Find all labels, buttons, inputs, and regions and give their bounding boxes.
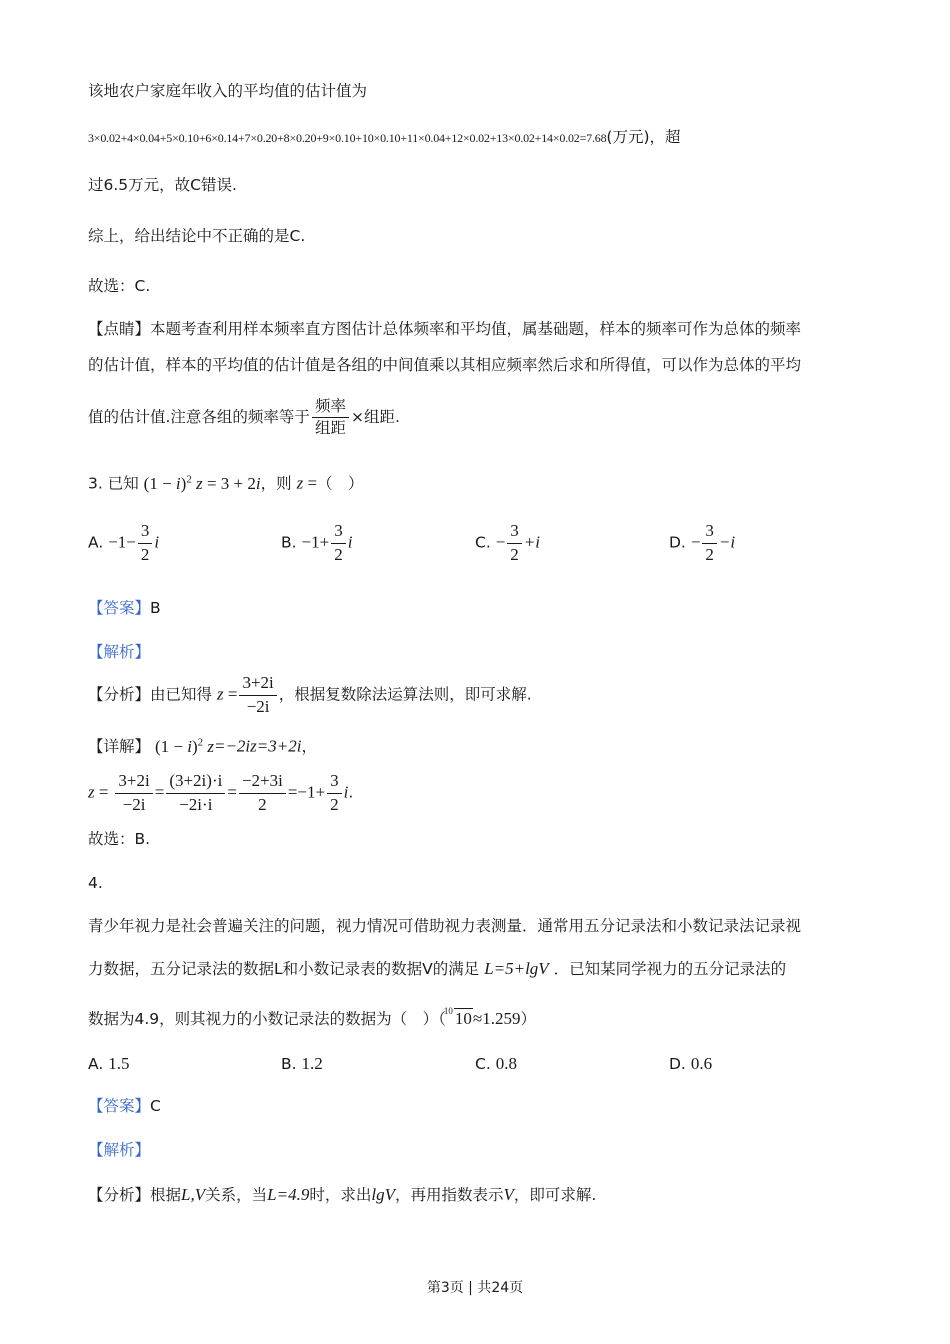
fraction: [507, 522, 522, 564]
denominator: −2i: [246, 696, 270, 716]
option-label: C.: [475, 1055, 491, 1073]
text: 由已知得: [150, 685, 213, 704]
text: 力数据，五分记录法的数据L和小数记录表的数据V的满足: [88, 960, 480, 978]
equation-tail: =−2iz=3+2i: [213, 736, 302, 756]
question-3-stem: [88, 473, 364, 494]
unit: (万元): [606, 128, 650, 146]
equation: $(1 - i)^2$ z = 3 + 2i: [143, 473, 261, 493]
option-d: [669, 522, 735, 564]
paragraph: 该地农户家庭年收入的平均值的估计值为: [88, 82, 368, 100]
question-4-stem-2: [88, 959, 786, 979]
numerator: 3+2i: [115, 772, 152, 794]
dianjing-line-2: 的估计值，样本的平均值的估计值是各组的中间值乘以其相应频率然后求和所得值，可以作为总体的平均: [88, 356, 802, 374]
text: ）: [520, 1010, 537, 1028]
dianjing-line-1: [88, 320, 801, 339]
answer-tag: 【答案】: [88, 1097, 151, 1115]
text: ×组距: [350, 408, 395, 427]
math: z =: [88, 782, 109, 802]
math: +i: [523, 532, 540, 552]
fraction: [115, 772, 152, 814]
math: −: [495, 532, 506, 552]
text: ．已知某同学视力的五分记录法的: [553, 960, 787, 978]
option-label: C.: [475, 533, 491, 552]
fraction: [702, 522, 717, 564]
option-value: 1.5: [108, 1054, 130, 1073]
text: ，即可求解.: [513, 1186, 597, 1204]
numerator: 3: [331, 522, 346, 544]
fenxi-tag: 【分析】: [88, 1186, 151, 1204]
jiexi-tag: 【解析】: [88, 643, 151, 661]
option-b: [281, 522, 352, 564]
fraction: [331, 522, 346, 564]
math: =−1+: [287, 782, 326, 802]
tenth-root: [443, 1006, 473, 1029]
formula: L=5+lgV: [484, 959, 549, 978]
numerator: 3: [138, 522, 153, 544]
text: ，根据复数除法运算法则，即可求解.: [278, 685, 532, 704]
dianjing-line-3: [88, 398, 400, 437]
text: ，: [301, 737, 317, 756]
paragraph: 故选：B.: [88, 830, 151, 848]
option-value: 1.2: [301, 1054, 323, 1073]
text: 根据: [150, 1186, 182, 1204]
option-c: [475, 1054, 517, 1074]
text: .: [348, 783, 354, 802]
math: L,V: [181, 1185, 206, 1204]
option-label: B.: [281, 1055, 297, 1073]
equation: z =: [296, 473, 318, 493]
text: 时，求出: [309, 1186, 372, 1204]
math: −1+: [301, 532, 330, 552]
option-label: D.: [669, 533, 686, 552]
option-label: A.: [88, 533, 104, 552]
math: lgV: [371, 1185, 395, 1204]
math: i: [343, 782, 349, 802]
answer-line: [88, 599, 161, 618]
numerator: (3+2i)·i: [166, 772, 225, 794]
question-number: 4.: [88, 874, 103, 892]
average-formula-line: [88, 128, 681, 147]
question-4-stem-3: [88, 1006, 537, 1029]
option-a: [88, 1054, 129, 1074]
text: ，则: [260, 474, 292, 493]
answer-value: C: [150, 1097, 161, 1115]
math: V: [503, 1185, 514, 1204]
option-label: A.: [88, 1055, 104, 1073]
denominator: 2: [334, 544, 343, 564]
numerator: 频率: [312, 398, 349, 418]
text: 关系，当: [205, 1186, 268, 1204]
denominator: 2: [705, 544, 714, 564]
answer-value: B: [150, 599, 161, 617]
math: z =: [216, 684, 238, 704]
numerator: 3: [507, 522, 522, 544]
jiexi-tag: 【解析】: [88, 1141, 151, 1159]
fraction: [327, 772, 342, 814]
option-value: 0.6: [690, 1054, 713, 1073]
answer-tag: 【答案】: [88, 599, 151, 617]
numerator: −2+3i: [239, 772, 286, 794]
text: ，再用指数表示: [394, 1186, 504, 1204]
option-label: B.: [281, 533, 297, 552]
option-b: [281, 1054, 323, 1074]
math: −1−: [108, 532, 136, 552]
denominator: 组距: [314, 419, 346, 438]
text: 本题考查利用样本频率直方图估计总体频率和平均值，属基础题，样本的频率可作为总体的频率: [150, 320, 802, 338]
paragraph: 过6.5万元，故C错误.: [88, 176, 237, 194]
math: ≈1.259: [472, 1009, 521, 1028]
question-4-stem-1: 青少年视力是社会普遍关注的问题，视力情况可借助视力表测量．通常用五分记录法和小数记录法记录视: [88, 917, 802, 935]
fraction: [239, 674, 276, 716]
option-a: [88, 522, 159, 564]
root-index: 10: [443, 1006, 453, 1016]
numerator: 3: [327, 772, 342, 794]
fenxi-line: [88, 674, 532, 716]
fraction: [239, 772, 286, 814]
fenxi-line: [88, 1185, 596, 1205]
fraction: [166, 772, 225, 814]
dianjing-tag: 【点睛】: [88, 320, 151, 338]
math: L=4.9: [267, 1185, 310, 1204]
text: 数据为4.9，则其视力的小数记录法的数据为（ ）（: [88, 1010, 446, 1028]
question-number: 3. 已知: [88, 474, 139, 493]
math: −i: [718, 532, 736, 552]
option-d: [669, 1054, 712, 1074]
average-formula: 3×0.02+4×0.04+5×0.10+6×0.14+7×0.20+8×0.20+9×0.10+10×0.10+11×0.04+12×0.02+13×0.02+14×0.02=7.68: [88, 131, 607, 145]
text: ，超: [649, 128, 681, 146]
text: 值的估计值.注意各组的频率等于: [88, 408, 310, 427]
fenxi-tag: 【分析】: [88, 685, 151, 704]
denominator: 2: [258, 794, 267, 814]
fraction: [312, 398, 349, 437]
denominator: 2: [330, 794, 339, 814]
option-c: [475, 522, 540, 564]
solution-steps: z = $\frac{3+2i}{-2i}$ = $\frac{(3+2i)\cdot i}{-2i\cdot i}$ = $\frac{-2+3i}{2}$ =−1+ $\frac{3}{2}$ i.: [88, 771, 354, 814]
math: −: [690, 532, 701, 552]
option-value: 0.8: [495, 1054, 517, 1073]
xiangjie-line: [88, 736, 317, 757]
numerator: 3+2i: [239, 674, 276, 696]
denominator: 2: [140, 544, 150, 564]
fraction: [138, 522, 153, 564]
denominator: −2i·i: [179, 794, 213, 814]
option-label: D.: [669, 1055, 686, 1073]
denominator: 2: [510, 544, 519, 564]
paragraph: 故选：C.: [88, 277, 151, 295]
answer-line: [88, 1097, 161, 1116]
denominator: −2i: [122, 794, 146, 814]
math: i: [154, 532, 160, 552]
text: .: [394, 408, 400, 427]
radicand: 10: [454, 1009, 472, 1028]
blank: （ ）: [317, 474, 364, 493]
paragraph: 综上，给出结论中不正确的是C.: [88, 227, 306, 245]
equation: $(1 - i)^2$ z: [154, 736, 214, 756]
xiangjie-tag: 【详解】: [88, 737, 151, 756]
page-footer: 第3页 | 共24页: [426, 1280, 524, 1296]
math: i: [347, 532, 353, 552]
numerator: 3: [702, 522, 717, 544]
